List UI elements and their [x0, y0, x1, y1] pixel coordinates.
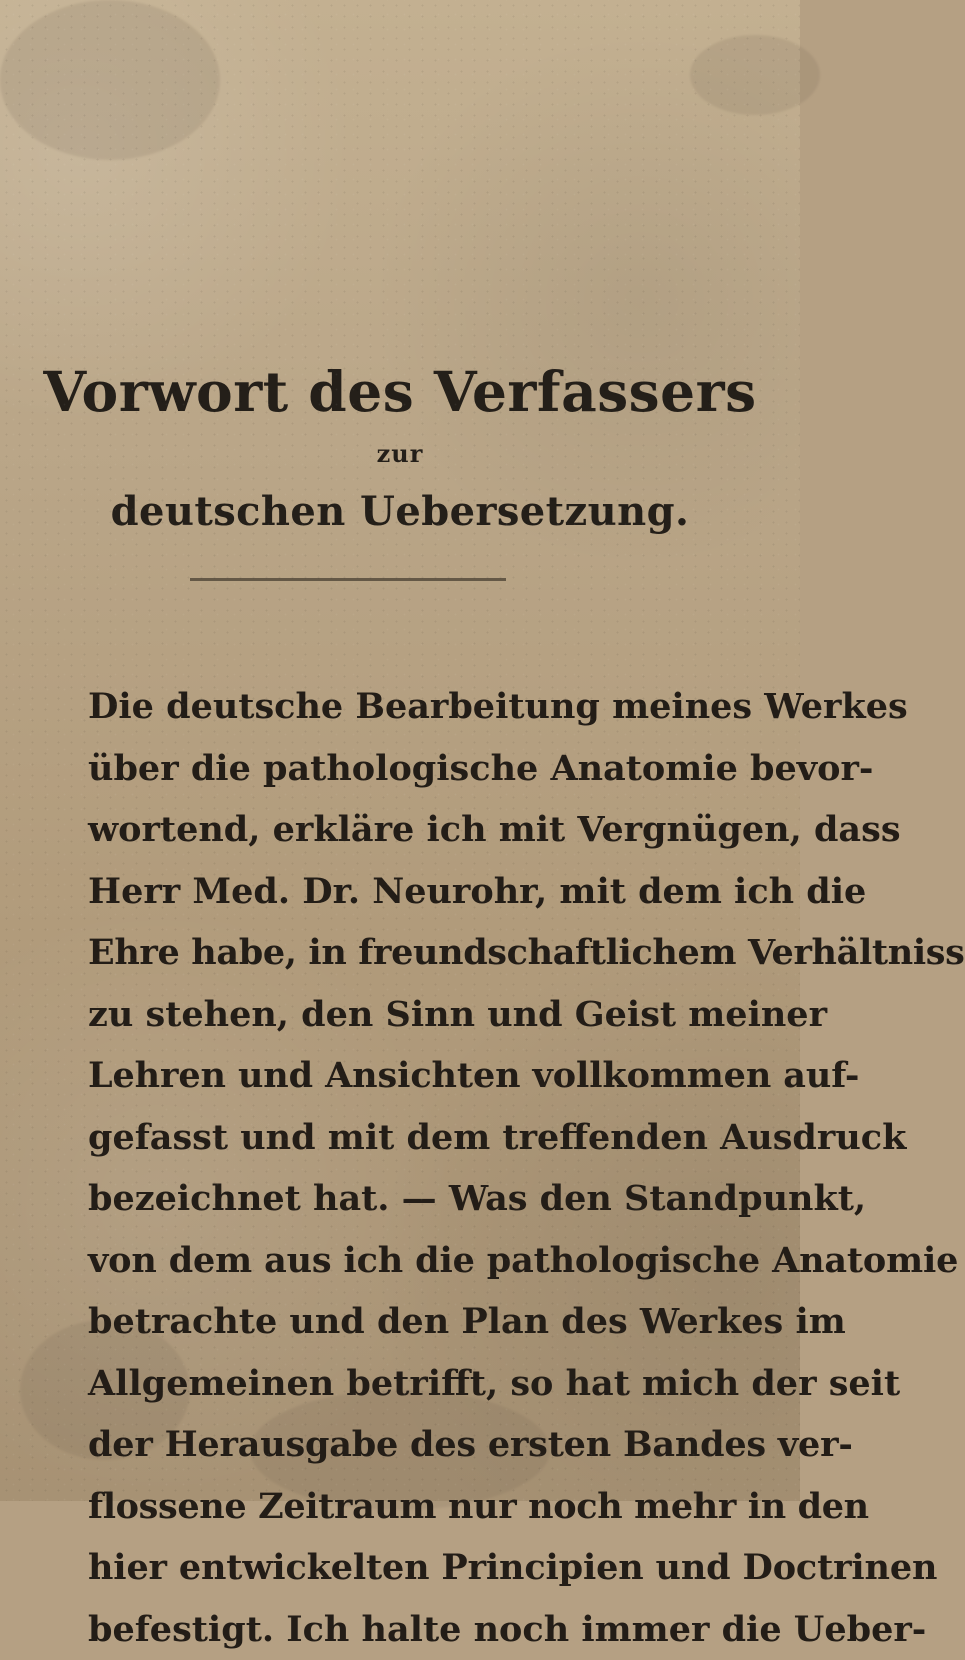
body-line: wortend, erkläre ich mit Vergnügen, dass	[88, 799, 738, 861]
body-line: bezeichnet hat. — Was den Standpunkt,	[88, 1168, 738, 1230]
body-line: Ehre habe, in freundschaftlichem Verhältniss	[88, 922, 738, 984]
body-line: flossene Zeitraum nur noch mehr in den	[88, 1476, 738, 1538]
title-divider	[190, 578, 506, 581]
body-line: Herr Med. Dr. Neurohr, mit dem ich die	[88, 861, 738, 923]
body-line: Die deutsche Bearbeitung meines Werkes	[88, 676, 738, 738]
title-block	[0, 362, 800, 536]
body-line: zu stehen, den Sinn und Geist meiner	[88, 984, 738, 1046]
body-line: hier entwickelten Principien und Doctrinen	[88, 1537, 738, 1599]
document-title-line-1: Vorwort des Verfassers	[0, 362, 800, 422]
body-text	[88, 676, 738, 1660]
body-line: von dem aus ich die pathologische Anatomie	[88, 1230, 738, 1292]
body-line: Allgemeinen betrifft, so hat mich der seit	[88, 1353, 738, 1415]
body-line: der Herausgabe des ersten Bandes ver-	[88, 1414, 738, 1476]
body-line: betrachte und den Plan des Werkes im	[88, 1291, 738, 1353]
document-title-line-3: deutschen Uebersetzung.	[0, 488, 800, 536]
paper-stain	[690, 35, 820, 115]
body-line: Lehren und Ansichten vollkommen auf-	[88, 1045, 738, 1107]
document-title-line-2: zur	[0, 440, 800, 468]
paper-stain	[0, 0, 220, 160]
body-line: über die pathologische Anatomie bevor-	[88, 738, 738, 800]
body-line: gefasst und mit dem treffenden Ausdruck	[88, 1107, 738, 1169]
body-line: befestigt. Ich halte noch immer die Ueber-	[88, 1599, 738, 1660]
